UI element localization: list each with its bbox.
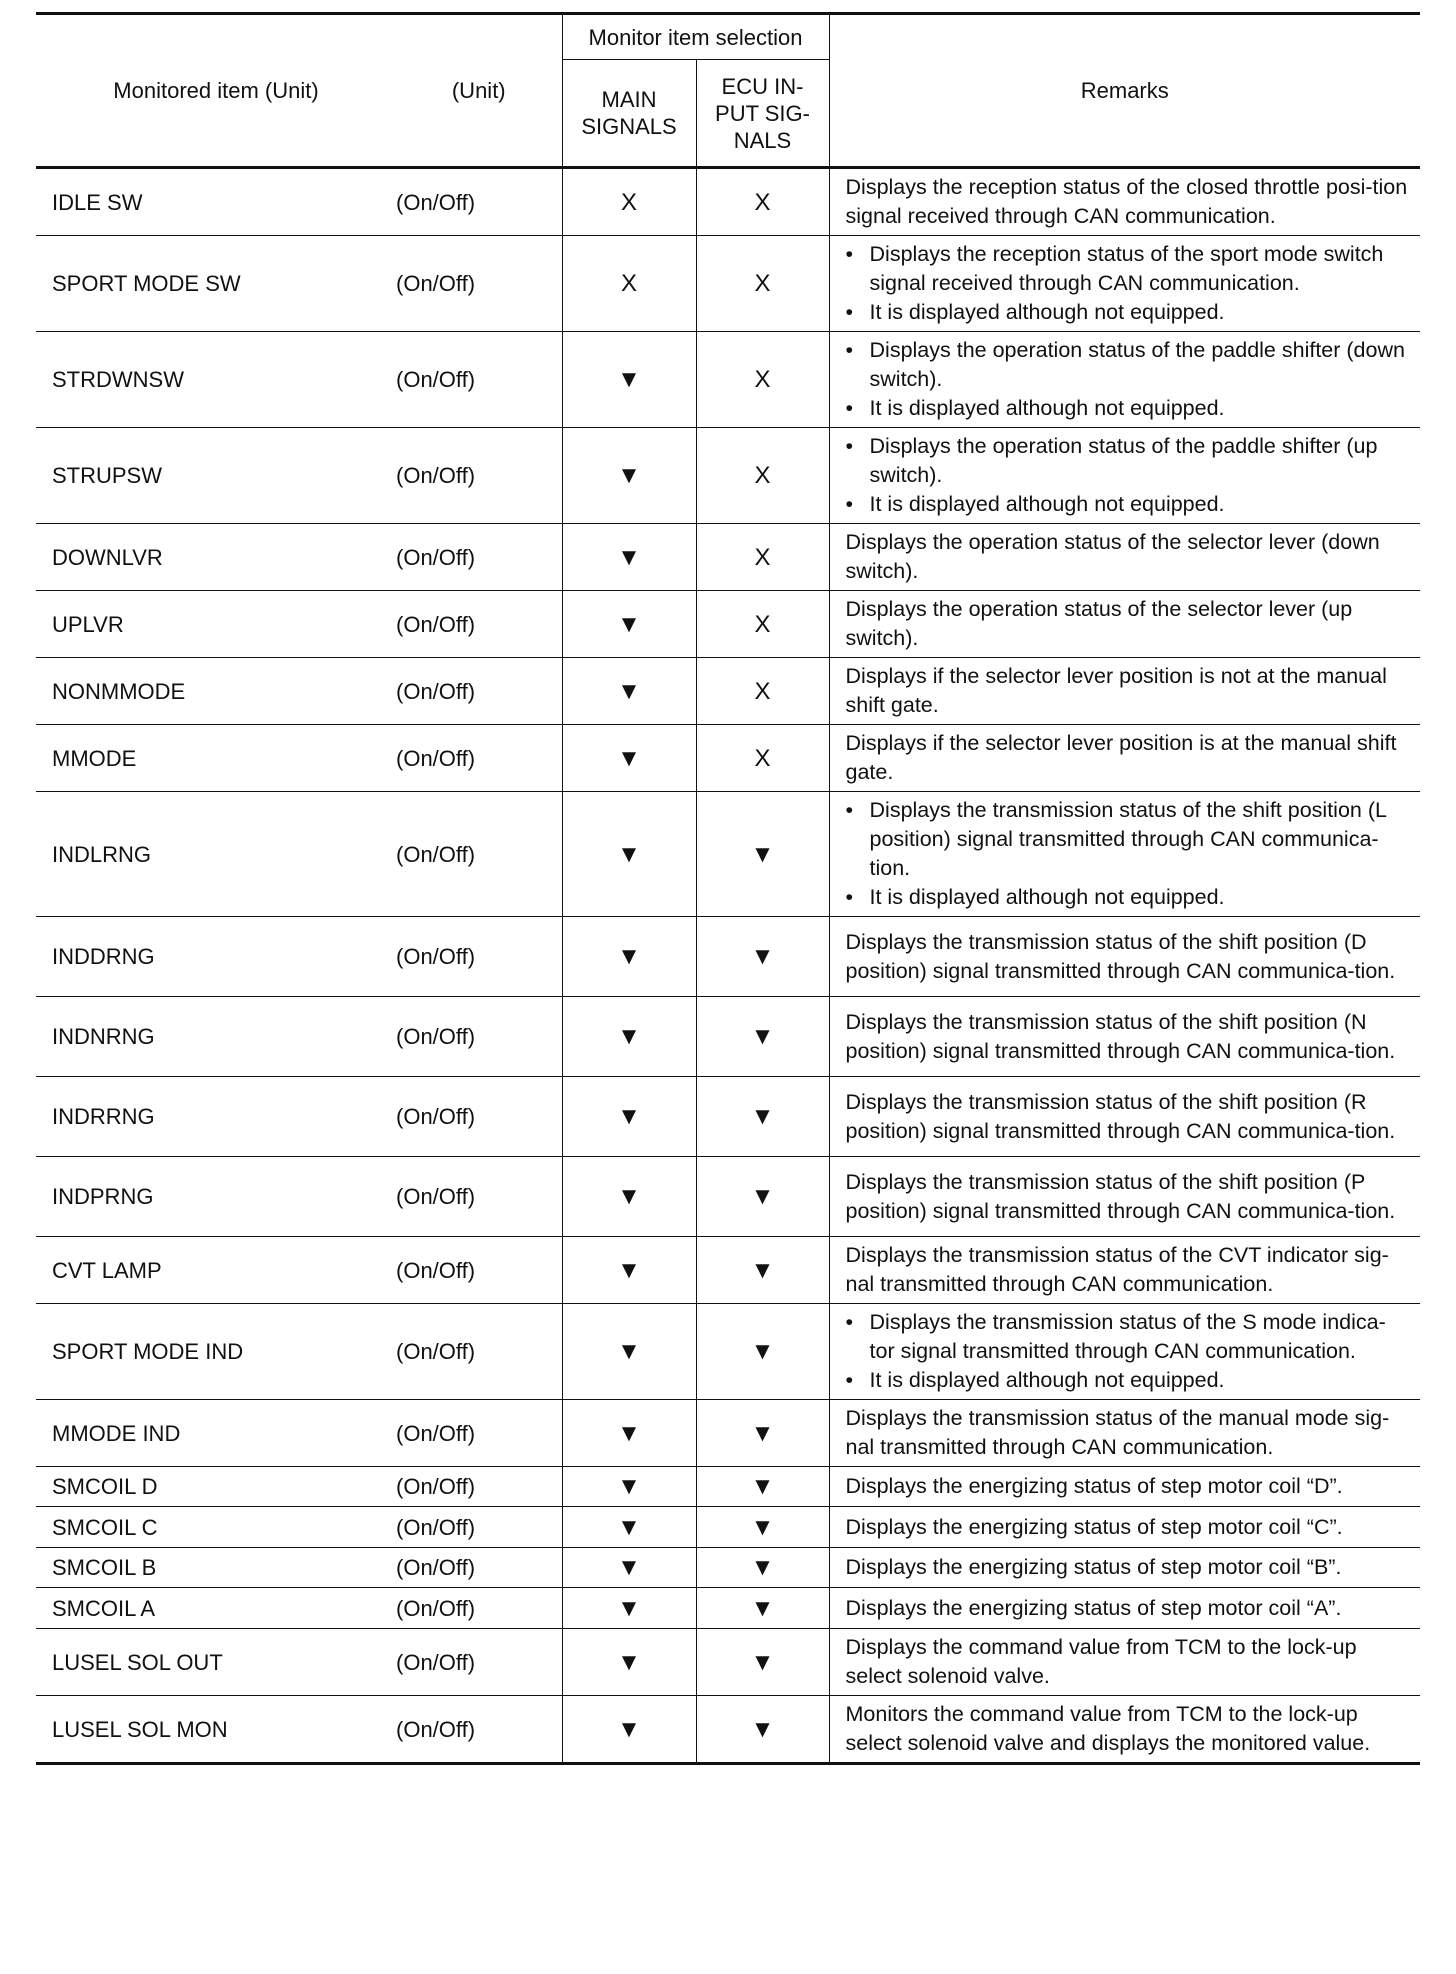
remark-text: Displays the operation status of the paddle shifter (down switch). — [869, 338, 1405, 391]
remark-text: Displays the operation status of the selector lever (up switch). — [845, 597, 1353, 650]
ecu-input-signals-mark: ▼ — [696, 1467, 829, 1507]
main-signals-mark: ▼ — [562, 524, 696, 591]
unit-cell: (On/Off) — [396, 1555, 476, 1580]
monitored-item-cell: MMODE — [52, 745, 137, 771]
monitored-item-cell: STRDWNSW — [52, 367, 184, 392]
ecu-input-signals-mark: ▼ — [696, 1077, 829, 1157]
unit-cell: (On/Off) — [396, 1595, 476, 1621]
monitor-item-table-sheet — [36, 12, 1420, 1765]
remark-bullet-item — [846, 336, 1409, 394]
ecu-input-signals-mark: ▼ — [696, 1588, 829, 1629]
header-monitored-item: Monitored item (Unit) — [113, 78, 319, 103]
table-row — [36, 658, 1420, 725]
main-signals-mark: ▼ — [562, 1157, 696, 1237]
remark-text: It is displayed although not equipped. — [869, 492, 1225, 516]
monitored-item-cell: DOWNLVR — [52, 544, 163, 570]
table-row — [36, 1588, 1420, 1629]
remarks-cell — [829, 524, 1420, 591]
unit-cell: (On/Off) — [396, 1024, 476, 1049]
table-row — [36, 1304, 1420, 1400]
bullet-icon: • — [845, 396, 854, 420]
main-signals-mark: ▼ — [562, 332, 696, 428]
remark-text: Displays the operation status of the paddle shifter (up switch). — [869, 434, 1378, 487]
main-signals-mark: ▼ — [562, 1304, 696, 1400]
unit-cell: (On/Off) — [396, 1339, 476, 1364]
bullet-icon: • — [845, 338, 854, 362]
ecu-input-signals-mark: ▼ — [696, 1237, 829, 1304]
unit-cell: (On/Off) — [396, 189, 476, 215]
monitored-item-cell: INDPRNG — [52, 1184, 154, 1209]
remarks-cell — [829, 332, 1420, 428]
remark-text: Displays the transmission status of the manual mode sig-nal transmitted through CAN communication. — [845, 1406, 1390, 1459]
ecu-input-signals-mark: ▼ — [696, 917, 829, 997]
ecu-input-signals-mark: X — [696, 236, 829, 332]
monitored-item-cell: UPLVR — [52, 611, 124, 637]
monitored-item-cell: MMODE IND — [52, 1420, 181, 1446]
remark-bullet-item — [846, 490, 1409, 519]
ecu-input-signals-mark: X — [696, 428, 829, 524]
remark-bullet-item — [846, 432, 1409, 490]
remarks-cell — [829, 997, 1420, 1077]
remark-text: It is displayed although not equipped. — [869, 300, 1225, 324]
remark-text: Displays the transmission status of the shift position (R position) signal transmitted through CAN communica-tion. — [845, 1089, 1396, 1143]
unit-cell: (On/Off) — [396, 367, 476, 392]
remarks-cell — [829, 428, 1420, 524]
remark-bullet-item — [846, 298, 1409, 327]
monitored-item-cell: SMCOIL B — [52, 1555, 157, 1580]
table-body — [36, 168, 1420, 1764]
main-signals-mark: X — [562, 236, 696, 332]
monitored-item-cell: LUSEL SOL OUT — [52, 1649, 223, 1675]
unit-cell: (On/Off) — [396, 1514, 476, 1540]
bullet-icon: • — [845, 798, 854, 822]
unit-cell: (On/Off) — [396, 745, 476, 771]
ecu-input-signals-mark: ▼ — [696, 1696, 829, 1764]
remark-text: It is displayed although not equipped. — [869, 885, 1225, 909]
bullet-icon: • — [845, 492, 854, 516]
remarks-cell — [829, 725, 1420, 792]
bullet-icon: • — [845, 1310, 854, 1334]
monitored-item-cell: SMCOIL D — [52, 1474, 158, 1499]
monitored-item-cell: INDDRNG — [52, 944, 155, 969]
header-remarks: Remarks — [829, 14, 1420, 168]
monitored-item-cell: CVT LAMP — [52, 1257, 162, 1283]
unit-cell: (On/Off) — [396, 1716, 476, 1742]
monitored-item-cell: LUSEL SOL MON — [52, 1716, 228, 1742]
table-row — [36, 1507, 1420, 1548]
unit-cell: (On/Off) — [396, 1420, 476, 1446]
remarks-cell — [829, 1237, 1420, 1304]
remark-text: Displays the transmission status of the shift position (L position) signal transmitted through CAN communica-tion. — [869, 798, 1387, 880]
monitored-item-cell: STRUPSW — [52, 463, 162, 488]
unit-cell: (On/Off) — [396, 944, 476, 969]
ecu-input-signals-mark: X — [696, 524, 829, 591]
remark-bullet-item — [846, 240, 1409, 298]
ecu-input-signals-mark: ▼ — [696, 1400, 829, 1467]
remarks-cell — [829, 1400, 1420, 1467]
main-signals-mark: ▼ — [562, 1588, 696, 1629]
table-row — [36, 1629, 1420, 1696]
ecu-input-signals-mark: ▼ — [696, 1304, 829, 1400]
ecu-input-signals-mark: ▼ — [696, 792, 829, 917]
remarks-cell — [829, 1588, 1420, 1629]
table-row — [36, 524, 1420, 591]
remark-text: Displays the reception status of the closed throttle posi-tion signal received through CAN communication. — [845, 175, 1408, 228]
main-signals-mark: ▼ — [562, 428, 696, 524]
ecu-input-signals-mark: ▼ — [696, 1157, 829, 1237]
table-row — [36, 428, 1420, 524]
remark-text: Displays the transmission status of the shift position (N position) signal transmitted through CAN communica-tion. — [845, 1009, 1396, 1063]
header-main-signals: MAIN SIGNALS — [562, 60, 696, 168]
monitored-item-cell: SPORT MODE IND — [52, 1339, 244, 1364]
main-signals-mark: ▼ — [562, 997, 696, 1077]
monitored-item-cell: SMCOIL A — [52, 1595, 156, 1621]
unit-cell: (On/Off) — [396, 841, 476, 867]
remark-text: Displays if the selector lever position is not at the manual shift gate. — [845, 664, 1387, 717]
ecu-input-signals-mark: X — [696, 591, 829, 658]
remark-text: Displays the transmission status of the CVT indicator sig-nal transmitted through CAN communication. — [845, 1243, 1389, 1296]
header-monitor-selection: Monitor item selection — [562, 14, 829, 60]
monitored-item-cell: NONMMODE — [52, 678, 186, 704]
remarks-cell — [829, 1304, 1420, 1400]
remarks-cell — [829, 1077, 1420, 1157]
remarks-cell — [829, 917, 1420, 997]
monitor-item-table — [36, 12, 1420, 1765]
header-unit: (Unit) — [451, 78, 506, 103]
main-signals-mark: ▼ — [562, 725, 696, 792]
remark-text: Displays the transmission status of the shift position (D position) signal transmitted through CAN communica-tion. — [845, 929, 1396, 983]
main-signals-mark: X — [562, 168, 696, 236]
ecu-input-signals-mark: X — [696, 658, 829, 725]
monitored-item-cell: SPORT MODE SW — [52, 271, 241, 296]
unit-cell: (On/Off) — [396, 1184, 476, 1209]
main-signals-mark: ▼ — [562, 1077, 696, 1157]
bullet-icon: • — [845, 300, 854, 324]
remark-text: Displays if the selector lever position is at the manual shift gate. — [845, 731, 1397, 784]
table-row — [36, 1077, 1420, 1157]
monitored-item-cell: INDLRNG — [52, 841, 152, 867]
table-row — [36, 917, 1420, 997]
main-signals-mark: ▼ — [562, 658, 696, 725]
remark-bullet-item — [846, 883, 1409, 912]
remark-text: Displays the energizing status of step motor coil “B”. — [845, 1555, 1342, 1579]
unit-cell: (On/Off) — [396, 1649, 476, 1675]
remarks-cell — [829, 591, 1420, 658]
unit-cell: (On/Off) — [396, 1257, 476, 1283]
monitored-item-cell: IDLE SW — [52, 189, 143, 215]
unit-cell: (On/Off) — [396, 1474, 476, 1499]
main-signals-mark: ▼ — [562, 1467, 696, 1507]
remarks-cell — [829, 168, 1420, 236]
main-signals-mark: ▼ — [562, 1237, 696, 1304]
table-row — [36, 168, 1420, 236]
table-row — [36, 1157, 1420, 1237]
table-row — [36, 1696, 1420, 1764]
header-ecu-input-signals: ECU IN-PUT SIG-NALS — [696, 60, 829, 168]
remark-bullet-item — [846, 1308, 1409, 1366]
ecu-input-signals-mark: X — [696, 332, 829, 428]
remarks-cell — [829, 1548, 1420, 1588]
table-row — [36, 997, 1420, 1077]
remark-bullet-item — [846, 394, 1409, 423]
table-row — [36, 1467, 1420, 1507]
remarks-cell — [829, 1696, 1420, 1764]
remarks-cell — [829, 1507, 1420, 1548]
remark-text: It is displayed although not equipped. — [869, 396, 1225, 420]
main-signals-mark: ▼ — [562, 1507, 696, 1548]
ecu-input-signals-mark: ▼ — [696, 997, 829, 1077]
unit-cell: (On/Off) — [396, 1104, 476, 1129]
bullet-icon: • — [845, 242, 854, 266]
remark-text: It is displayed although not equipped. — [869, 1368, 1225, 1392]
main-signals-mark: ▼ — [562, 1629, 696, 1696]
main-signals-mark: ▼ — [562, 1548, 696, 1588]
ecu-input-signals-mark: X — [696, 725, 829, 792]
unit-cell: (On/Off) — [396, 611, 476, 637]
table-row — [36, 792, 1420, 917]
ecu-input-signals-mark: ▼ — [696, 1548, 829, 1588]
remark-text: Displays the energizing status of step motor coil “A”. — [845, 1595, 1342, 1620]
remarks-cell — [829, 1157, 1420, 1237]
ecu-input-signals-mark: X — [696, 168, 829, 236]
unit-cell: (On/Off) — [396, 463, 476, 488]
table-row — [36, 591, 1420, 658]
unit-cell: (On/Off) — [396, 678, 476, 704]
remark-text: Displays the transmission status of the S mode indica-tor signal transmitted through CAN communication. — [869, 1310, 1386, 1363]
ecu-input-signals-mark: ▼ — [696, 1629, 829, 1696]
monitored-item-cell: INDRRNG — [52, 1104, 155, 1129]
remarks-cell — [829, 1629, 1420, 1696]
bullet-icon: • — [845, 1368, 854, 1392]
main-signals-mark: ▼ — [562, 1696, 696, 1764]
remark-text: Displays the energizing status of step motor coil “D”. — [845, 1474, 1343, 1498]
main-signals-mark: ▼ — [562, 1400, 696, 1467]
remarks-cell — [829, 1467, 1420, 1507]
table-row — [36, 1400, 1420, 1467]
table-row — [36, 725, 1420, 792]
remark-text: Displays the operation status of the selector lever (down switch). — [845, 530, 1380, 583]
main-signals-mark: ▼ — [562, 591, 696, 658]
monitored-item-cell: SMCOIL C — [52, 1514, 158, 1540]
main-signals-mark: ▼ — [562, 917, 696, 997]
remark-text: Displays the energizing status of step motor coil “C”. — [845, 1514, 1343, 1539]
table-row — [36, 236, 1420, 332]
bullet-icon: • — [845, 434, 854, 458]
main-signals-mark: ▼ — [562, 792, 696, 917]
bullet-icon: • — [845, 885, 854, 909]
unit-cell: (On/Off) — [396, 544, 476, 570]
remarks-cell — [829, 236, 1420, 332]
remark-text: Displays the transmission status of the shift position (P position) signal transmitted through CAN communica-tion. — [845, 1169, 1396, 1223]
remark-text: Displays the reception status of the sport mode switch signal received through CAN communication. — [869, 242, 1384, 295]
remarks-cell — [829, 792, 1420, 917]
remark-text: Displays the command value from TCM to the lock-up select solenoid valve. — [845, 1635, 1357, 1688]
monitored-item-cell: INDNRNG — [52, 1024, 155, 1049]
table-row — [36, 332, 1420, 428]
table-header — [36, 14, 1420, 168]
remark-bullet-item — [846, 796, 1409, 883]
table-row — [36, 1237, 1420, 1304]
ecu-input-signals-mark: ▼ — [696, 1507, 829, 1548]
remark-bullet-item — [846, 1366, 1409, 1395]
remarks-cell — [829, 658, 1420, 725]
remark-text: Monitors the command value from TCM to the lock-up select solenoid valve and displays the monitored value. — [845, 1702, 1371, 1755]
table-row — [36, 1548, 1420, 1588]
unit-cell: (On/Off) — [396, 271, 476, 296]
